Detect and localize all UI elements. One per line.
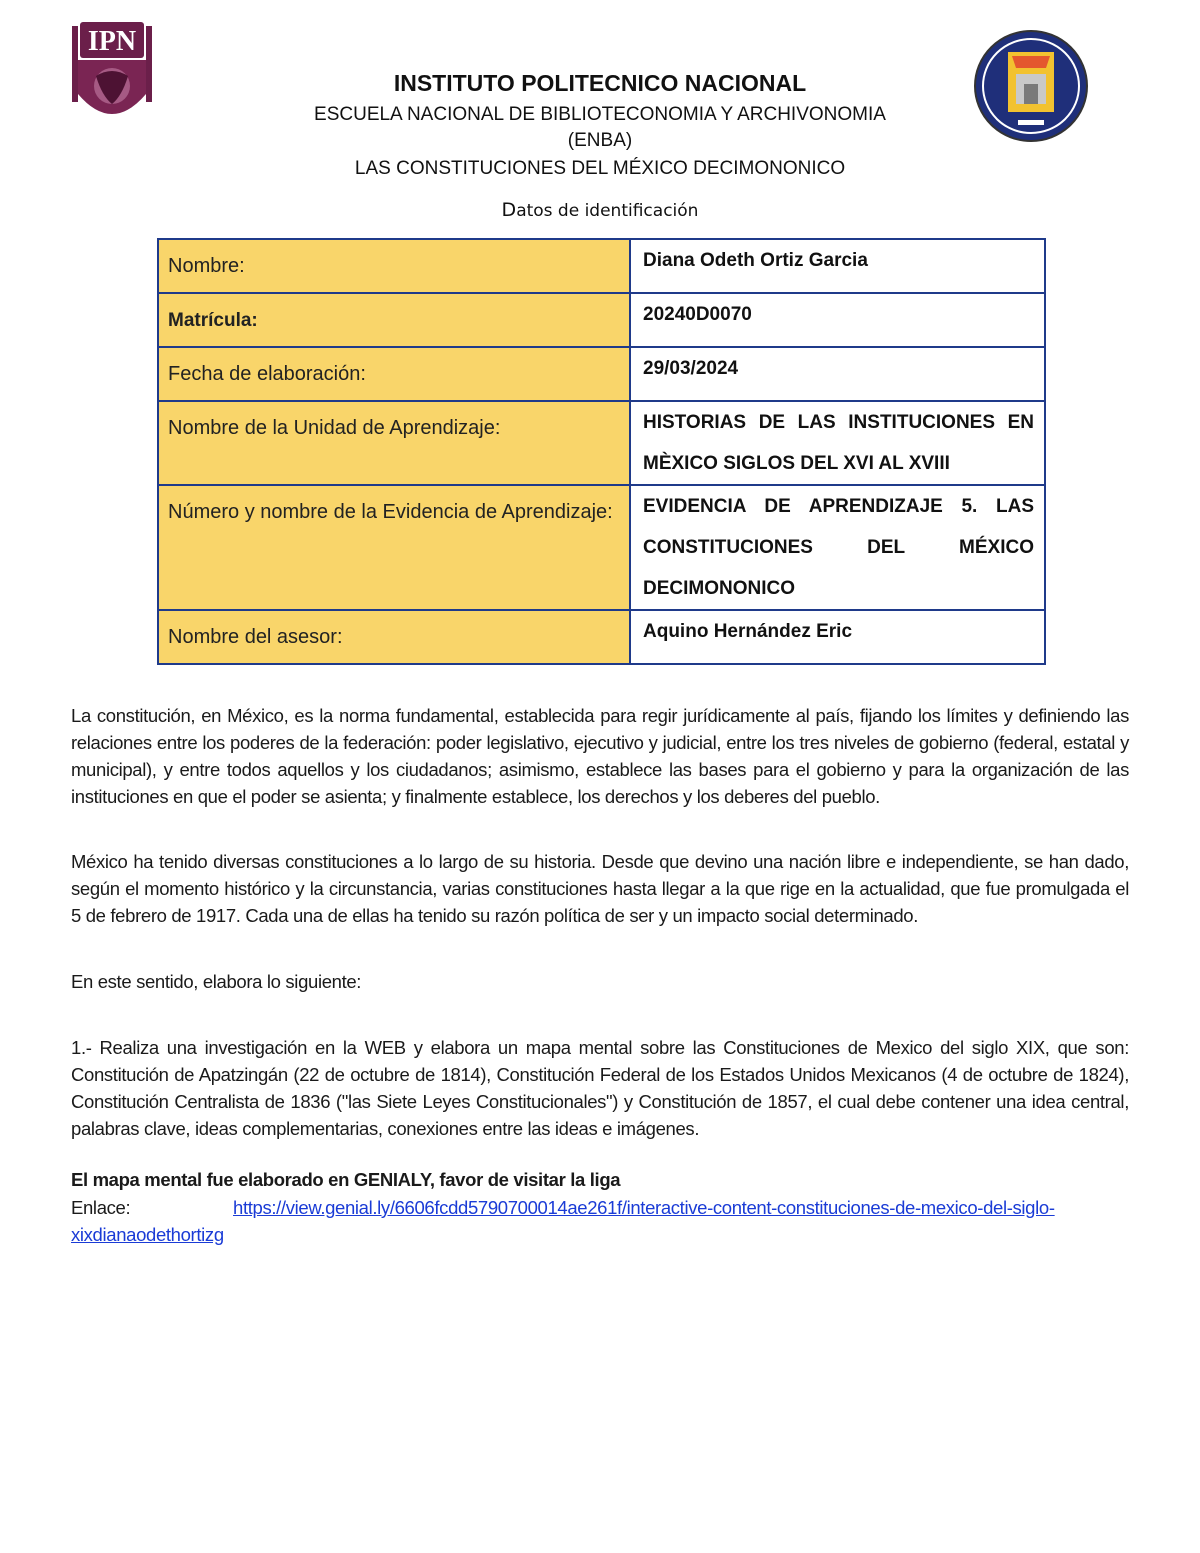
- section-heading-rest: atos de identificación: [516, 201, 699, 221]
- row-label-nombre: Nombre:: [158, 239, 630, 293]
- row-label-evidencia: Número y nombre de la Evidencia de Aprendizaje:: [158, 485, 630, 610]
- row-label-matricula-text: Matrícula:: [168, 310, 258, 331]
- paragraph-genially-note: El mapa mental fue elaborado en GENIALY, favor de visitar la liga: [71, 1169, 621, 1190]
- course-title: LAS CONSTITUCIONES DEL MÉXICO DECIMONONICO: [354, 158, 846, 179]
- school-abbreviation: (ENBA): [567, 130, 633, 151]
- institution-title: INSTITUTO POLITECNICO NACIONAL: [393, 70, 807, 96]
- row-value-unidad: HISTORIAS DE LAS INSTITUCIONES EN MÈXICO SIGLOS DEL XVI AL XVIII: [630, 401, 1045, 485]
- paragraph-instruction-intro: En este sentido, elabora lo siguiente:: [71, 971, 362, 992]
- row-label-matricula: [158, 293, 630, 347]
- link-paragraph: [71, 1194, 1129, 1248]
- paragraph-constitution-history: México ha tenido diversas constituciones a lo largo de su historia. Desde que devino una nación libre e independiente, se han dado, según el momento histórico y la circunstancia, varias constituciones hasta llegar a la que rige en la actualidad, que fue promulgada el 5 de febrero de 1917. Cada una de ellas ha tenido su razón política de ser y un impacto social determinado.: [71, 851, 1129, 926]
- table-row: [158, 401, 1045, 485]
- table-row: [158, 239, 1045, 293]
- row-label-asesor: Nombre del asesor:: [158, 610, 630, 664]
- table-row: [158, 293, 1045, 347]
- identification-table: [157, 238, 1046, 665]
- row-value-nombre: Diana Odeth Ortiz Garcia: [630, 239, 1045, 293]
- school-name: ESCUELA NACIONAL DE BIBLIOTECONOMIA Y ARCHIVONOMIA: [314, 104, 886, 125]
- paragraph-constitution-definition: La constitución, en México, es la norma fundamental, establecida para regir jurídicamente al país, fijando los límites y definiendo las relaciones entre los poderes de la federación: poder legislativo, ejecutivo y judicial, entre los tres niveles de gobierno (federal, estatal y municipal), y entre todos aquellos y los ciudadanos; asimismo, establece las bases para el gobierno y para la organización de las instituciones en que el poder se asienta; y finalmente establece, los derechos y los deberes del pueblo.: [71, 705, 1129, 807]
- row-value-asesor: Aquino Hernández Eric: [630, 610, 1045, 664]
- table-row: [158, 485, 1045, 610]
- table-row: [158, 610, 1045, 664]
- paragraph-task: 1.- Realiza una investigación en la WEB y elabora un mapa mental sobre las Constituciones de Mexico del siglo XIX, que son: Constitución de Apatzingán (22 de octubre de 1814), Constitución Federal de los Estados Unidos Mexicanos (4 de octubre de 1824), Constitución Centralista de 1836 ("las Siete Leyes Constitucionales") y Constitución de 1857, el cual debe contener una idea central, palabras clave, ideas complementarias, conexiones entre las ideas e imágenes.: [71, 1037, 1129, 1139]
- table-row: [158, 347, 1045, 401]
- ipn-logo-icon: [66, 16, 158, 136]
- link-label: Enlace:: [71, 1197, 131, 1218]
- row-value-evidencia: EVIDENCIA DE APRENDIZAJE 5. LAS CONSTITUCIONES DEL MÉXICO DECIMONONICO: [630, 485, 1045, 610]
- section-heading: [150, 199, 1050, 221]
- row-value-fecha: 29/03/2024: [630, 347, 1045, 401]
- section-heading-initial: D: [501, 199, 517, 221]
- ipn-logo-text: IPN: [87, 26, 137, 57]
- row-label-unidad: Nombre de la Unidad de Aprendizaje:: [158, 401, 630, 485]
- row-value-matricula: 20240D0070: [630, 293, 1045, 347]
- row-label-fecha: Fecha de elaboración:: [158, 347, 630, 401]
- genially-link[interactable]: https://view.genial.ly/6606fcdd5790700014ae261f/interactive-content-constituciones-de-mexico-del-siglo-xixdianaodethortizg: [71, 1197, 1055, 1245]
